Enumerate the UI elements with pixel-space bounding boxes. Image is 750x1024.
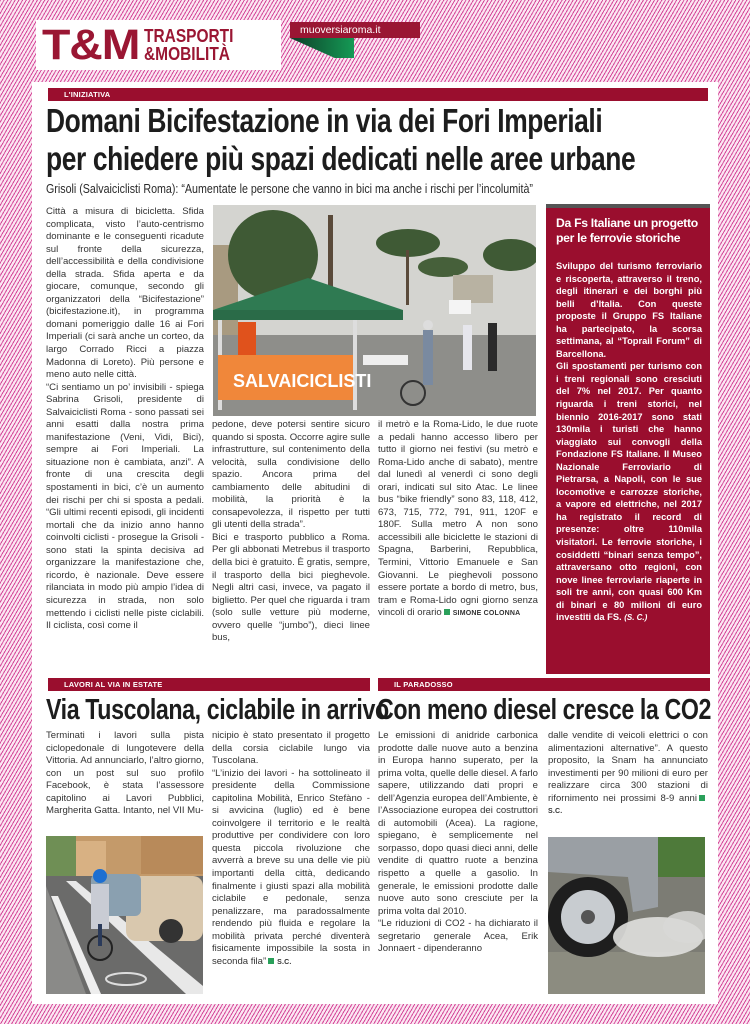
diesel-headline: Con meno diesel cresce la CO2 xyxy=(377,694,711,726)
lead-subhead: Grisoli (Salvaiciclisti Roma): “Aumentate le persone che vanno in bici ma anche i rischi per l’incolumità” xyxy=(46,181,533,196)
lead-photo-illustration xyxy=(213,205,536,416)
sidebar-paragraph: Gli spostamenti per turismo con i treni regionali sono cresciuti del 7% nel 2017. Per quanto riguarda i treni storici, nel biennio 2016-2017 sono stati 130mila i turisti che hanno viaggiato sui convogli della Fondazione FS Italiane. Il Museo Nazionale Ferroviario di Pietrarsa, a Napoli, con le sue locomotive e carrozze storiche, a vapore ed elettriche, nel 2017 ha registrato il record di presenze: oltre 110mila visitatori. Le ferrovie storiche, i cosiddetti “binari senza tempo”, attraversano otto regioni, con nove linee ferroviarie riaperte in soli tre anni, con quasi 600 Km di binari e 80 milioni di euro investiti da FS. xyxy=(556,361,702,623)
tuscolana-column-1 xyxy=(46,730,204,818)
diesel-col2-text: dalle vendite di veicoli elettrici o con alimentazioni alternative”. A questo proposito, la Snam ha annunciato investimenti per 90 milioni di euro per realizzare circa 300 stazioni di rifornimento nei prossimi 8-9 anni xyxy=(548,730,708,804)
diesel-photo-exhaust xyxy=(548,837,705,994)
banner-text: SALVAICICLISTI xyxy=(233,371,372,391)
masthead-logo xyxy=(36,20,281,70)
lead-col2-paragraph: pedone, deve potersi sentire sicuro quando si sposta. Occorre agire sulle infrastrutture, sul contenimento della velocità, sulla condivisione dello spazio. Ancora prima del cambiamento delle abitudini di mobilità, la priorità è la consapevolezza, il rispetto per tutti gli utenti della strada”. xyxy=(212,419,370,531)
sidebar-body xyxy=(556,260,702,625)
lead-headline-line-2: per chiedere più spazi dedicati nelle aree urbane xyxy=(46,140,636,177)
site-ribbon-decoration xyxy=(290,38,354,58)
tuscolana-column-2 xyxy=(212,730,370,969)
lead-byline: SIMONE COLONNA xyxy=(452,610,521,618)
sidebar-title: Da Fs Italiane un progetto per le ferrovie storiche xyxy=(556,216,698,245)
tuscolana-photo-cyclist xyxy=(46,836,203,994)
logo-wordmark xyxy=(144,27,248,63)
lead-col1-paragraph: “Ci sentiamo un po’ invisibili - spiega Sabrina Grisoli, presidente di Salvaiciclisti Roma - sono passati sei anni esatti dalla nostra prima manifestazione (Veni, Vidi, Bici), sempre ai Fori Imperiali. La situazione non è cambiata, anzi”. A fronte di una crescita degli spostamenti in bici, c’è un aumento dei rischi per chi si sposta a pedali. “Gli ultimi recenti episodi, gli incidenti mortali che da inizio anno hanno coinvolti ciclisti - prosegue la Grisoli - sono stati la spinta decisiva ad organizzare la manifestazione che, ricordo, è nazionale. Deve essere rilanciata in modo più ampio l’idea di sicurezza in strada, non solo mettendo i ciclisti nelle piste ciclabili. Il ciclista, così come il xyxy=(46,381,204,632)
lead-column-2 xyxy=(212,419,370,645)
logo-line-2: &MOBILITÀ xyxy=(144,44,231,64)
tuscolana-headline: Via Tuscolana, ciclabile in arrivo xyxy=(46,694,389,726)
sidebar-box-fs-italiane xyxy=(546,204,710,674)
tuscolana-kicker: LAVORI AL VIA IN ESTATE xyxy=(48,678,370,691)
lead-photo-bicifestazione xyxy=(213,205,536,416)
lead-column-3 xyxy=(378,419,538,621)
lead-col2-paragraph: Bici e trasporto pubblico a Roma. Per gli abbonati Metrebus il trasporto della bici è gratuito. È gratis, sempre, il trasporto della bici pieghevole. Negli altri casi, invece, va pagato il biglietto. Per quel che riguarda i tram (solo sulle vetture più moderne, ovvero quelle “jumbo”), dieci linee bus, xyxy=(212,531,370,644)
lead-kicker: L'INIZIATIVA xyxy=(48,88,708,101)
tuscolana-col2-paragraph: nicipio è stato presentato il progetto della corsia ciclabile lungo via Tuscolana. xyxy=(212,730,370,767)
diesel-byline: S.C. xyxy=(548,808,563,816)
diesel-col1-paragraph: “Le riduzioni di CO2 - ha dichiarato il segretario generale Acea, Erik Jonnaert - dipenderanno xyxy=(378,918,538,955)
tuscolana-col2-paragraph: “L’inizio dei lavori - ha sottolineato il presidente della Commissione capitolina Mobilità, Enrico Stefàno - si avvicina (luglio) ed è bene coinvolgere il territorio e le realtà produttive per condividere con loro questa piccola rivoluzione che avverrà a breve su una delle vie più importanti della città, dedicando finalmente i giusti spazi alla mobilità ciclabile e pedonale, senza penalizzare, ma paradossalmente rendendo più fluida e regolare la mobilità privata perché diventerà fisicamente impossibile la sosta in seconda fila” xyxy=(212,767,370,967)
green-square-icon xyxy=(444,609,450,615)
site-url: muoversiaroma.it xyxy=(290,22,420,38)
diesel-kicker: IL PARADOSSO xyxy=(378,678,710,691)
lead-headline-line-1: Domani Bicifestazione in via dei Fori Imperiali xyxy=(46,102,603,139)
tuscolana-photo-illustration xyxy=(46,836,203,994)
lead-col3-text: il metrò e la Roma-Lido, le due ruote a pedali hanno accesso libero per tutto il giorno nei festivi (su metrò e Roma-Lido anche di sabato), mentre dal lunedì al venerdì ci sono degli orari, indicati sul sito Atac. Le linee bus “bike friendly” sono 83, 118, 412, 673, 715, 772, 791, 911, 120F e 180F. Sulla metro A non sono accessibili alle biciclette le stazioni di Spagna, Barberini, Repubblica, Termini, Vittorio Emanuele e San Giovanni. Le pieghevoli possono essere portate a bordo di metro, bus, tram e Roma-Lido ogni giorno senza vincoli di orario xyxy=(378,419,538,619)
diesel-column-1 xyxy=(378,730,538,956)
diesel-col1-paragraph: Le emissioni di anidride carbonica prodotte dalle nuove auto a benzina in Europa hanno superato, per la prima volta, quelle delle diesel. A farlo sapere, utilizzando dati propri e dell’Agenzia europea dell’Ambiente, è l’Associazione europea dei costruttori di automobili (Acea). La ragione, spiegano, è semplicemente nel sorpasso, dopo quasi dieci anni, delle vendite di quattro ruote a benzina rispetto a quelle a gasolio. In generale, le emissioni prodotte dalle nuove auto sono cresciute per la prima volta dal 2010. xyxy=(378,730,538,917)
sidebar-byline: (S. C.) xyxy=(624,613,648,623)
lead-column-1 xyxy=(46,206,204,633)
logo-line-1: TRASPORTI xyxy=(144,26,234,46)
green-square-icon xyxy=(699,795,705,801)
diesel-column-2 xyxy=(548,730,708,819)
diesel-photo-illustration xyxy=(548,837,705,994)
tuscolana-col1-text: Terminati i lavori sulla pista ciclopedonale di lungotevere della Vittoria. Ad annunciarlo, l’altro giorno, con un post sul suo profilo Facebook, è stata l’assessore capitolino ai Lavori Pubblici, Margherita Gatta. Intanto, nel VII Mu- xyxy=(46,730,204,817)
sidebar-paragraph: Sviluppo del turismo ferroviario e riscoperta, attraverso il treno, degli itinerari e dei borghi più belli d’Italia. Con queste proposte il Gruppo FS Italiane ha partecipato, la scorsa settimana, al “Toprail Forum” di Barcellona. xyxy=(556,261,702,359)
green-square-icon xyxy=(268,958,274,964)
tuscolana-byline: S.C. xyxy=(277,958,292,966)
lead-col1-paragraph: Città a misura di bicicletta. Sfida complicata, visto l’auto-centrismo dominante e le conseguenti ricadute sul fronte della sicurezza, dell’accessibilità e della condivisione della strada. Sfida aperta e da giocare, comunque, secondo gli organizzatori della “Bicifestazione” (bicifestazione.it), in programma domani pomeriggio dalle 16 ai Fori Imperiali (ci sarà anche un corteo, da largo Corrado Ricci a piazza Madonna di Loreto). Più persone e meno auto nelle città. xyxy=(46,206,204,381)
logo-mark: T&M xyxy=(42,20,140,69)
